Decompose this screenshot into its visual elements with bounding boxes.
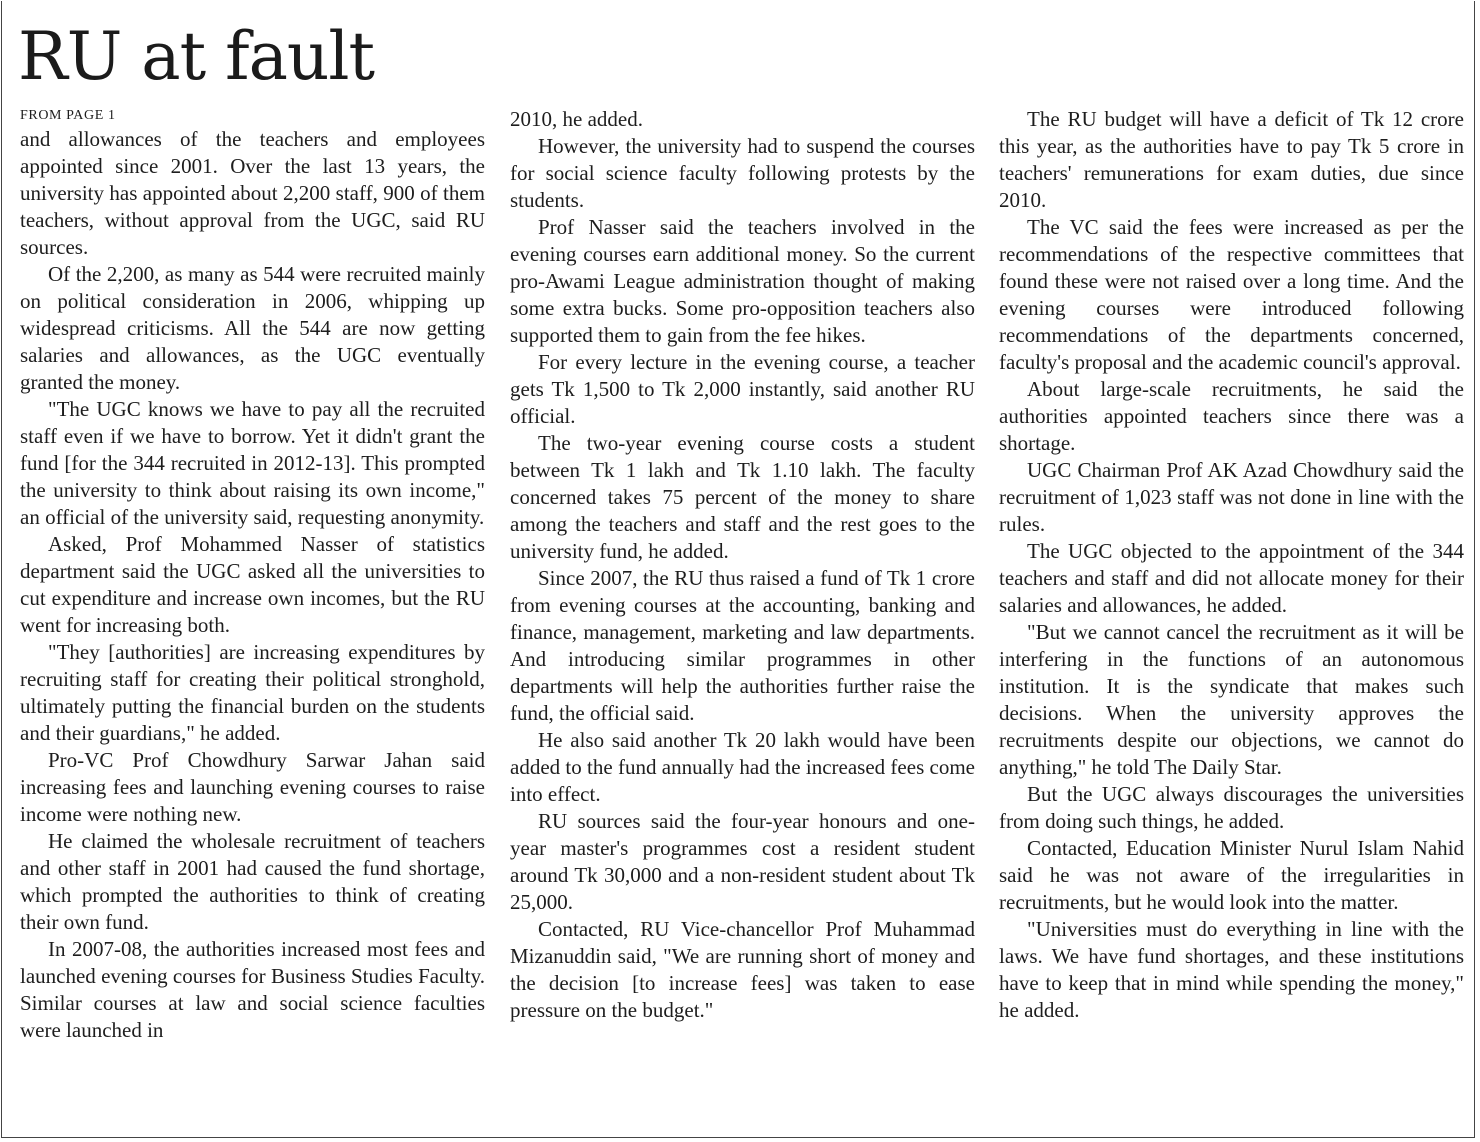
paragraph: "The UGC knows we have to pay all the recruited staff even if we have to borrow. Yet it didn't grant the fund [for the 344 recruited in 2012-13]. This prompted the university to think about raising its own income," an official of the university said, requesting anonymity. (20, 397, 485, 529)
paragraph: However, the university had to suspend the courses for social science faculty following protests by the students. (510, 134, 975, 212)
paragraph: Pro-VC Prof Chowdhury Sarwar Jahan said increasing fees and launching evening courses to raise income were nothing new. (20, 748, 485, 826)
paragraph: "But we cannot cancel the recruitment as it will be interfering in the functions of an autonomous institution. It is the syndicate that makes such decisions. When the university approves the recruitments despite our objections, we cannot do anything," he told The Daily Star. (999, 620, 1464, 779)
headline: RU at fault (18, 18, 375, 95)
paragraph: But the UGC always discourages the universities from doing such things, he added. (999, 782, 1464, 833)
paragraph: He also said another Tk 20 lakh would have been added to the fund annually had the increased fees come into effect. (510, 728, 975, 806)
paragraph: Contacted, Education Minister Nurul Islam Nahid said he was not aware of the irregularities in recruitments, but he would look into the matter. (999, 836, 1464, 914)
paragraph: The two-year evening course costs a student between Tk 1 lakh and Tk 1.10 lakh. The faculty concerned takes 75 percent of the money to share among the teachers and staff and the rest goes to the university fund, he added. (510, 431, 975, 563)
paragraph: In 2007-08, the authorities increased most fees and launched evening courses for Business Studies Faculty. Similar courses at law and social science faculties were launched in (20, 937, 485, 1042)
paragraph: The RU budget will have a deficit of Tk 12 crore this year, as the authorities have to pay Tk 5 crore in teachers' remunerations for exam duties, due since 2010. (999, 107, 1464, 212)
paragraph: Since 2007, the RU thus raised a fund of Tk 1 crore from evening courses at the accounting, banking and finance, management, marketing and law departments. And introducing similar programmes in other departments will help the authorities further raise the fund, the official said. (510, 566, 975, 725)
paragraph: Asked, Prof Mohammed Nasser of statistics department said the UGC asked all the universities to cut expenditure and increase own incomes, but the RU went for increasing both. (20, 532, 485, 637)
paragraph: UGC Chairman Prof AK Azad Chowdhury said the recruitment of 1,023 staff was not done in line with the rules. (999, 458, 1464, 536)
article-column-2 (510, 106, 975, 1024)
paragraph: Of the 2,200, as many as 544 were recruited mainly on political consideration in 2006, whipping up widespread criticisms. All the 544 are now getting salaries and allowances, as the UGC eventually granted the money. (20, 262, 485, 394)
article-column-3 (999, 106, 1464, 1024)
paragraph: 2010, he added. (510, 107, 643, 131)
paragraph: For every lecture in the evening course, a teacher gets Tk 1,500 to Tk 2,000 instantly, said another RU official. (510, 350, 975, 428)
paragraph: About large-scale recruitments, he said the authorities appointed teachers since there was a shortage. (999, 377, 1464, 455)
paragraph: The VC said the fees were increased as per the recommendations of the respective committees that found these were not raised over a long time. And the evening courses were introduced following recommendations of the departments concerned, faculty's proposal and the academic council's approval. (999, 215, 1464, 374)
paragraph: He claimed the wholesale recruitment of teachers and other staff in 2001 had caused the fund shortage, which prompted the authorities to think of creating their own fund. (20, 829, 485, 934)
paragraph: "Universities must do everything in line with the laws. We have fund shortages, and these institutions have to keep that in mind while spending the money," he added. (999, 917, 1464, 1022)
article-column-1 (20, 106, 485, 1044)
paragraph: "They [authorities] are increasing expenditures by recruiting staff for creating their political stronghold, ultimately putting the financial burden on the students and their guardians," he added. (20, 640, 485, 745)
paragraph: and allowances of the teachers and employees appointed since 2001. Over the last 13 years, the university has appointed about 2,200 staff, 900 of them teachers, without approval from the UGC, said RU sources. (20, 127, 485, 259)
kicker-from-page: FROM PAGE 1 (20, 108, 116, 123)
paragraph: Contacted, RU Vice-chancellor Prof Muhammad Mizanuddin said, "We are running short of money and the decision [to increase fees] was taken to ease pressure on the budget." (510, 917, 975, 1022)
paragraph: The UGC objected to the appointment of the 344 teachers and staff and did not allocate money for their salaries and allowances, he added. (999, 539, 1464, 617)
paragraph: Prof Nasser said the teachers involved in the evening courses earn additional money. So the current pro-Awami League administration thought of making some extra bucks. Some pro-opposition teachers also supported them to gain from the fee hikes. (510, 215, 975, 347)
paragraph: RU sources said the four-year honours and one-year master's programmes cost a resident student around Tk 30,000 and a non-resident student about Tk 25,000. (510, 809, 975, 914)
